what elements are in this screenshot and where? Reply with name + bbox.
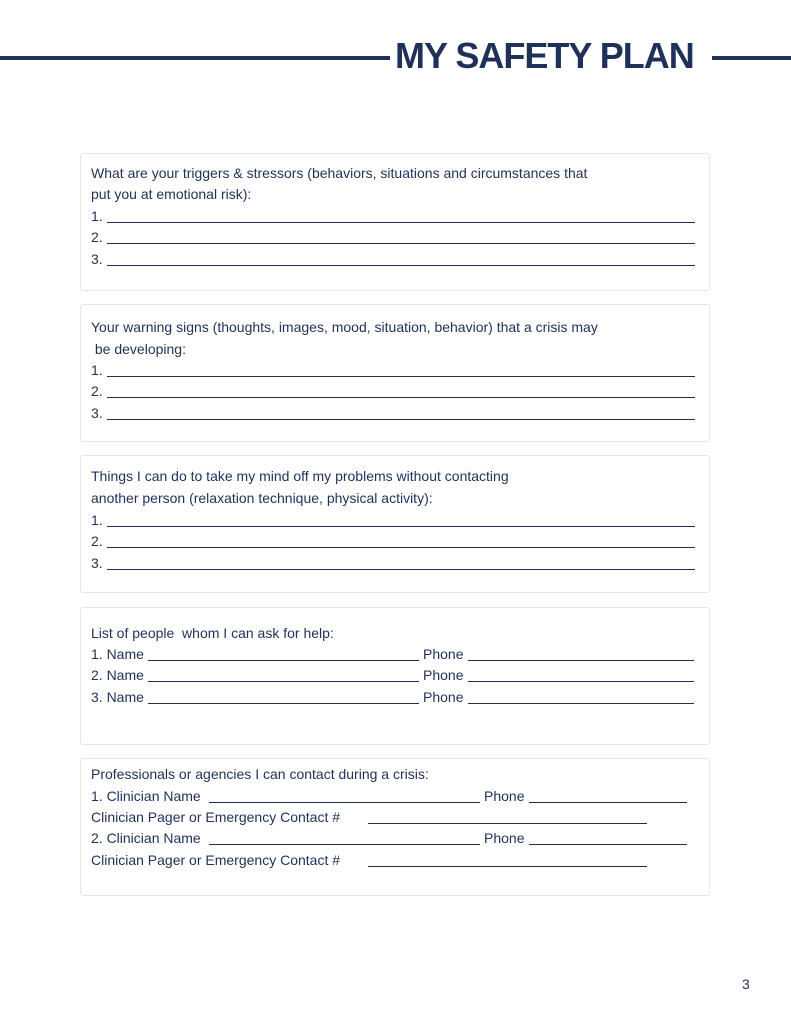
answer-line-field[interactable] <box>107 569 695 570</box>
phone-field[interactable] <box>468 703 694 704</box>
answer-line-field[interactable] <box>107 376 695 377</box>
answer-line-field[interactable] <box>107 265 695 266</box>
clinician-name-label: 1. Clinician Name <box>91 788 201 804</box>
pager-contact-field[interactable] <box>368 823 647 824</box>
header-rule-right <box>712 56 791 60</box>
clinician-name-label: 2. Clinician Name <box>91 830 201 846</box>
answer-line-field[interactable] <box>107 243 695 244</box>
phone-label: Phone <box>484 830 525 846</box>
answer-line-field[interactable] <box>107 419 695 420</box>
section-prompt: another person (relaxation technique, physical activity): <box>91 490 433 506</box>
name-label: 3. Name <box>91 689 144 705</box>
page-number: 3 <box>742 976 750 992</box>
name-field[interactable] <box>148 660 419 661</box>
phone-field[interactable] <box>529 802 687 803</box>
item-number: 2. <box>91 229 103 245</box>
item-number: 1. <box>91 512 103 528</box>
clinician-name-field[interactable] <box>209 844 480 845</box>
phone-label: Phone <box>423 667 464 683</box>
answer-line-field[interactable] <box>107 222 695 223</box>
item-number: 3. <box>91 405 103 421</box>
answer-line-field[interactable] <box>107 547 695 548</box>
phone-field[interactable] <box>468 660 694 661</box>
answer-line-field[interactable] <box>107 397 695 398</box>
name-field[interactable] <box>148 681 419 682</box>
phone-label: Phone <box>423 689 464 705</box>
item-number: 2. <box>91 383 103 399</box>
section-prompt: Professionals or agencies I can contact during a crisis: <box>91 766 429 782</box>
clinician-name-field[interactable] <box>209 802 480 803</box>
name-field[interactable] <box>148 703 419 704</box>
phone-field[interactable] <box>529 844 687 845</box>
page-title: MY SAFETY PLAN <box>395 35 694 76</box>
name-label: 1. Name <box>91 646 144 662</box>
item-number: 1. <box>91 362 103 378</box>
item-number: 3. <box>91 555 103 571</box>
item-number: 3. <box>91 251 103 267</box>
phone-label: Phone <box>423 646 464 662</box>
name-label: 2. Name <box>91 667 144 683</box>
header-rule-left <box>0 56 390 60</box>
item-number: 2. <box>91 533 103 549</box>
answer-line-field[interactable] <box>107 526 695 527</box>
phone-label: Phone <box>484 788 525 804</box>
phone-field[interactable] <box>468 681 694 682</box>
section-prompt: List of people whom I can ask for help: <box>91 625 334 641</box>
section-prompt: What are your triggers & stressors (behaviors, situations and circumstances that <box>91 165 588 181</box>
item-number: 1. <box>91 208 103 224</box>
section-prompt: Things I can do to take my mind off my problems without contacting <box>91 468 509 484</box>
section-prompt: put you at emotional risk): <box>91 186 252 202</box>
section-prompt: Your warning signs (thoughts, images, mood, situation, behavior) that a crisis may <box>91 319 598 335</box>
pager-contact-field[interactable] <box>368 866 647 867</box>
pager-contact-label: Clinician Pager or Emergency Contact # <box>91 809 341 825</box>
pager-contact-label: Clinician Pager or Emergency Contact # <box>91 852 341 868</box>
section-prompt: be developing: <box>91 341 186 357</box>
